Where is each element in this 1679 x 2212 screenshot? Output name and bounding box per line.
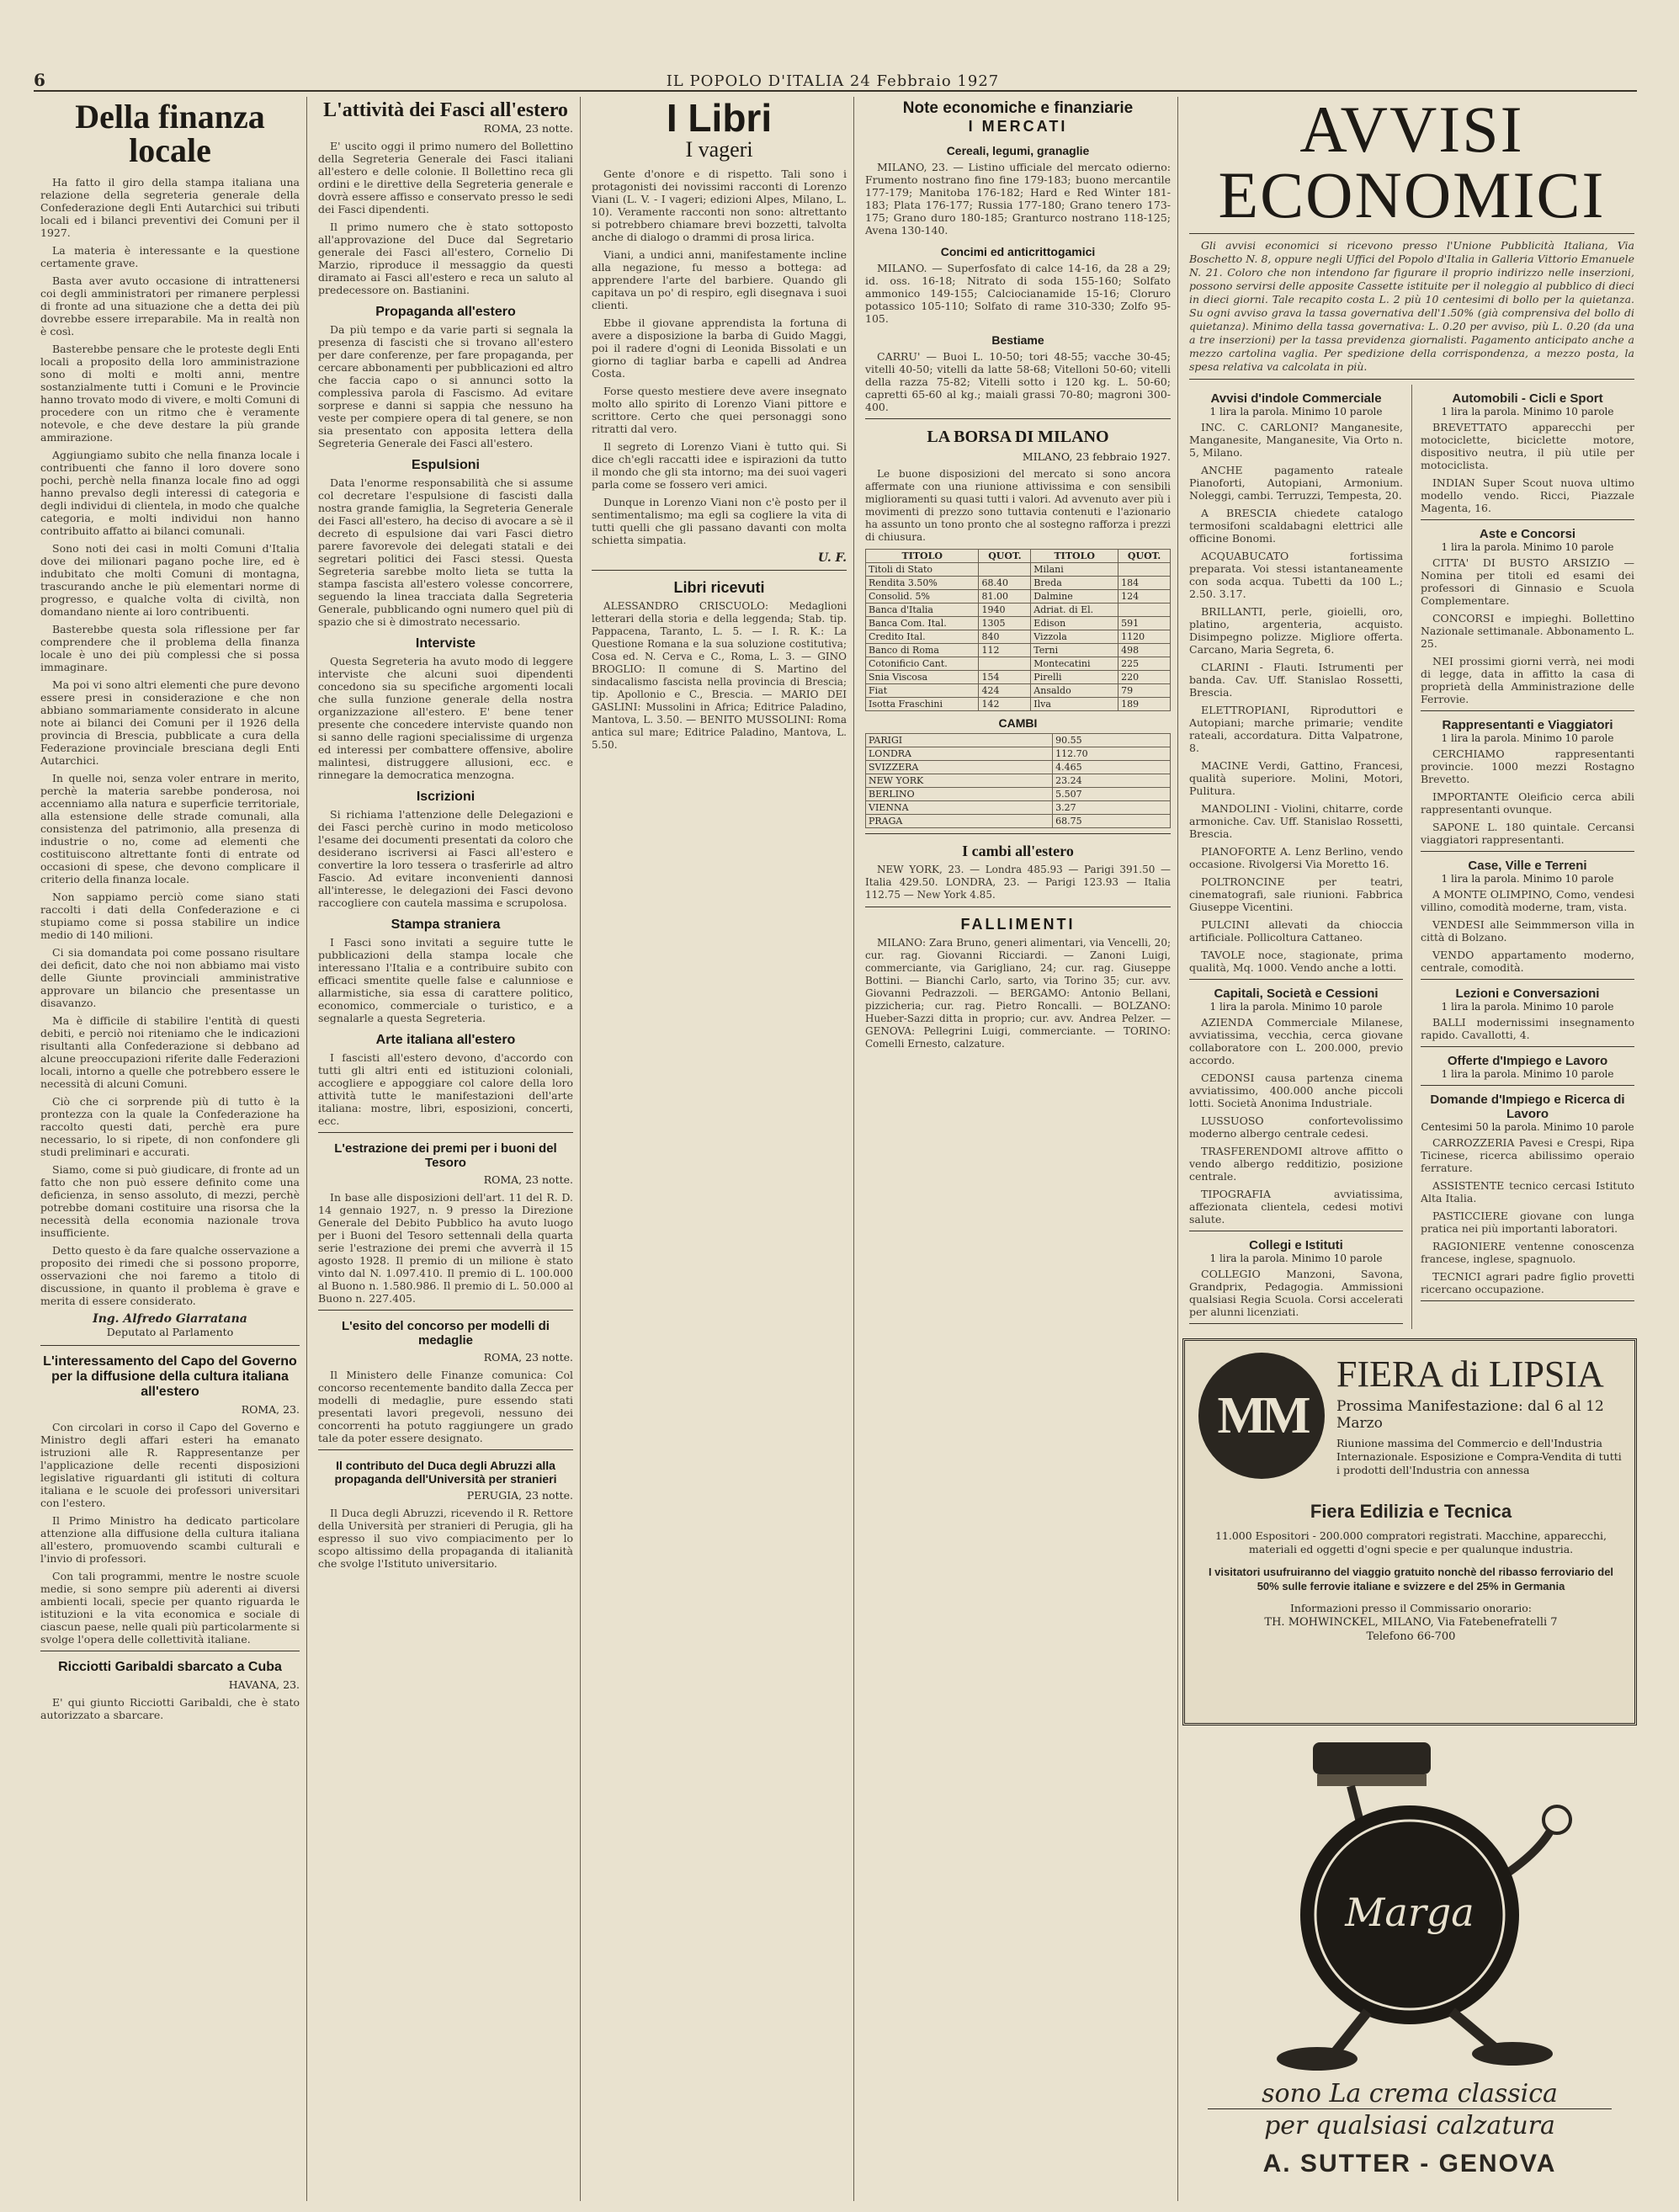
paragraph: Basterebbe pensare che le proteste degli Enti locali a proposito della loro amministrazione sono di molti e molti anni, mentre sostanzialmente tutti i Comuni e le Provincie hanno trovato modo di vivere, e molti Comuni di procedere con un ritmo che è veramente notevole, e che deve destare la più grande ammirazione. xyxy=(40,343,300,444)
table-cell: Adriat. di El. xyxy=(1031,604,1118,617)
classified-ad: MACINE Verdi, Gattino, Francesi, qualità superiore. Molini, Motori, Pulitura. xyxy=(1189,759,1404,797)
divider xyxy=(865,833,1171,834)
table-row xyxy=(866,815,1171,828)
article-title: I cambi all'estero xyxy=(962,843,1074,859)
table-cell: Vizzola xyxy=(1031,630,1118,644)
paragraph: Ciò che ci sorprende più di tutto è la prontezza con la quale la Confederazione ha raccolto questi dati, perchè era pure necessario, lo si ripete, di non confondere gli studi preliminari e accurati. xyxy=(40,1095,300,1158)
article-body xyxy=(592,167,847,546)
dateline: PERUGIA, 23 notte. xyxy=(466,1489,573,1502)
table-cell: 1120 xyxy=(1118,630,1171,644)
table-row xyxy=(866,617,1171,630)
fiera-info: Informazioni presso il Commissario onorario: xyxy=(1289,1602,1532,1614)
table-row xyxy=(866,698,1171,711)
section-heading: Stampa straniera xyxy=(391,917,501,932)
table-cell: Banca Com. Ital. xyxy=(866,617,979,630)
article-title: L'interessamento del Capo del Governo per la diffusione della cultura italiana all'estero xyxy=(43,1354,297,1399)
brush-icon xyxy=(1313,1742,1431,1774)
table-header-row xyxy=(866,550,1171,563)
fiera-lipsia-ad xyxy=(1182,1338,1637,1725)
classified-ad: CARROZZERIA Pavesi e Crespi, Ripa Ticinese, ricerca abilissimo operaio ferrature. xyxy=(1420,1136,1634,1174)
marga-ad xyxy=(1182,1734,1637,2180)
classified-ad: CLARINI - Flauti. Istrumenti per banda. Cav. Uff. Stanislao Rossetti, Brescia. xyxy=(1189,661,1404,699)
table-cell: Isotta Fraschini xyxy=(866,698,979,711)
ad-category-rate: Centesimi 50 la parola. Minimo 10 parole xyxy=(1421,1121,1634,1133)
paragraph: Detto questo è da fare qualche osservazione a proposito dei rimedi che si possono proporre, osservazioni che noi faremo a titolo di discussione, in quanto il problema è grave e merita di essere considerato. xyxy=(40,1244,300,1307)
dateline: ROMA, 23 notte. xyxy=(483,1351,573,1364)
table-cell: Dalmine xyxy=(1031,590,1118,604)
divider xyxy=(1421,1085,1634,1086)
classified-ad: RAGIONIERE ventenne conoscenza francese, inglese, spagnuolo. xyxy=(1420,1240,1634,1265)
table-cell: BERLINO xyxy=(866,788,1053,801)
column-note-economiche xyxy=(858,97,1178,2201)
paragraph: Sono noti dei casi in molti Comuni d'Italia dove dei milionari pagano poche lire, ed è indubitato che molti Comuni di montagna, trascurando anche le più elementari norme di progresso, e qualche volta di civiltà, non domandano niente ai loro contribuenti. xyxy=(40,542,300,618)
section-heading: Concimi ed anticrittogamici xyxy=(940,245,1096,258)
table-cell: 3.27 xyxy=(1053,801,1171,815)
dateline: HAVANA, 23. xyxy=(228,1678,300,1691)
table-cell: Milani xyxy=(1031,563,1118,577)
paragraph: CARRU' — Buoi L. 10-50; tori 48-55; vacche 30-45; vitelli 40-50; vitelli da latte 58-68; Vitelloni 50-60; vitelli della razza 75-82; Vitelli sotto i 120 kg. L. 50-60; capretti 65-60 al kg.; maiali grassi 70-80; magroni 300-400. xyxy=(865,350,1171,413)
ad-category-rate: 1 lira la parola. Minimo 10 parole xyxy=(1209,406,1383,417)
divider xyxy=(1189,979,1403,980)
table-cell: 225 xyxy=(1118,657,1171,671)
table-cell: 68.75 xyxy=(1053,815,1171,828)
column-avvisi-economici xyxy=(1182,97,1641,1330)
divider xyxy=(1189,1323,1403,1324)
table-cell: SVIZZERA xyxy=(866,761,1053,774)
divider xyxy=(1421,519,1634,520)
paragraph: I fascisti all'estero devono, d'accordo con tutti gli altri enti ed istituzioni coloniali, accogliere e appoggiare col calore della loro attività tutte le manifestazioni dell'arte italiana: mostre, libri, esposizioni, concerti, ecc. xyxy=(318,1051,573,1127)
article-body: Il Ministero delle Finanze comunica: Col concorso recentemente bandito dalla Zecca per modelli di medaglie, pure essendo stati presentati lavori pregevoli, nessuno dei concorrenti ha potuto raggiungere un grado tale da poter essere designato. xyxy=(318,1369,573,1444)
table-cell xyxy=(979,563,1031,577)
table-cell: Rendita 3.50% xyxy=(866,577,979,590)
paragraph: Ci sia domandata poi come possano risultare dei deficit, dato che noi non abbiamo mai visto delle Giunte provinciali amministrative approvare un bilancio che presentasse un disavanzo. xyxy=(40,946,300,1009)
classified-ad: ANCHE pagamento rateale Pianoforti, Autopiani, Armonium. Noleggi, cambi. Terruzzi, Tempesta, 20. xyxy=(1189,464,1404,502)
classified-ad: NEI prossimi giorni verrà, nei modi di legge, data in affitto la casa di proprietà della Amministrazione delle Ferrovie. xyxy=(1420,655,1634,705)
classified-ad: INC. C. CARLONI? Manganesite, Manganesite, Manganesite, Via Orto n. 5, Milano. xyxy=(1189,421,1404,459)
marga-slogan-line-2: per qualsiasi calzatura xyxy=(1264,2111,1555,2140)
ad-category-rate: 1 lira la parola. Minimo 10 parole xyxy=(1441,541,1614,553)
paragraph: Gente d'onore e di rispetto. Tali sono i protagonisti dei novissimi racconti di Lorenzo Viani (L. V. - I vageri; edizioni Alpes, Milano, L. 10). Veramente racconti non sono: altrettanto si potrebbero chiamare brevi bozzetti, talvolta anche di dialogo o drammi di prosa lirica. xyxy=(592,167,847,243)
column-libri xyxy=(585,97,854,2201)
ad-category-title: Rappresentanti e Viaggiatori xyxy=(1442,718,1613,732)
classified-ad: ASSISTENTE tecnico cercasi Istituto Alta Italia. xyxy=(1420,1179,1634,1204)
table-cell: Ansaldo xyxy=(1031,684,1118,698)
paragraph: Da più tempo e da varie parti si segnala la presenza di fascisti che si trovano all'estero per dare conferenze, per fare propaganda, per cercare abbonamenti per pubblicazioni ed altro che faccia capo o si annunci sotto la complessiva parola di Fascismo. Ad evitare sorprese e danni si sappia che nessuno ha veste per compiere opera di tal genere, se non sia presentato con apposita lettera della Segreteria Generale dei Fasci all'estero. xyxy=(318,323,573,449)
paragraph: Ma è difficile di stabilire l'entità di questi debiti, e perciò noi riteniamo che le indicazioni risultanti alla Confederazione si debbano ad alcune preoccupazioni riferite dalle Federazioni locali, intorno a quelle che potrebbero essere le necessità di alcuni Comuni. xyxy=(40,1014,300,1090)
section-heading: Interviste xyxy=(415,636,476,651)
paragraph: MILANO, 23. — Listino ufficiale del mercato odierno: Frumento nostrano fino fine 179-183; buono mercantile 177-179; Manitoba 176-182; Hard e Red Winter 181-183; Plata 176-177; Russia 177-180; Grano tenero 173-175; Grano duro 180-185; Granturco nostrano 118-125; Avena 130-140. xyxy=(865,161,1171,237)
table-cell xyxy=(1118,563,1171,577)
table-row xyxy=(866,788,1171,801)
article-signature-role: Deputato al Parlamento xyxy=(106,1326,234,1338)
fiera-phone: Telefono 66-700 xyxy=(1366,1630,1456,1643)
table-cell xyxy=(1118,604,1171,617)
quotations-table xyxy=(865,549,1171,711)
ad-category-title: Domande d'Impiego e Ricerca di Lavoro xyxy=(1430,1093,1625,1121)
paragraph: Il Primo Ministro ha dedicato particolare attenzione alla diffusione della cultura italiana all'estero, promuovendo scambi culturali e l'invio di professori. xyxy=(40,1514,300,1565)
classified-ad: PULCINI allevati da chioccia artificiale. Pollicoltura Cattaneo. xyxy=(1189,918,1404,944)
paragraph: Questa Segreteria ha avuto modo di leggere interviste che alcuni suoi dipendenti concedono sia su specifiche argomenti locali che sulla funzione generale della nostra organizzazione all'estero. E' bene tener presente che concedere interviste quando non si sanno delle ragioni specialissime di urgenza ed interessi per combattere offensive, abolire malintesi, distruggere allusioni, ecc. e rinnegare la democratica menzogna. xyxy=(318,655,573,781)
table-cell: VIENNA xyxy=(866,801,1053,815)
dateline: ROMA, 23 notte. xyxy=(483,1173,573,1186)
ads-right-column xyxy=(1421,385,1634,1329)
table-body xyxy=(866,734,1171,828)
column-fasci-estero xyxy=(311,97,581,2201)
ad-category-title: Automobili - Cicli e Sport xyxy=(1452,391,1603,406)
paragraph: I Fasci sono invitati a seguire tutte le pubblicazioni della stampa locale che interessano l'Italia e a contribuire subito con efficaci smentite quelle false e calunniose e allarmistiche, sia essa di carattere politico, economico, commerciale o turistico, e a segnalarle a questa Segreteria. xyxy=(318,936,573,1024)
article-body: NEW YORK, 23. — Londra 485.93 — Parigi 391.50 — Italia 429.50. LONDRA, 23. — Parigi 123.93 — Italia 112.75 — New York 4.85. xyxy=(865,864,1171,901)
table-cell: Cotonificio Cant. xyxy=(866,657,979,671)
fiera-edilizia: Fiera Edilizia e Tecnica xyxy=(1310,1501,1512,1522)
table-cell: Fiat xyxy=(866,684,979,698)
marga-brand: Marga xyxy=(1345,1890,1474,1935)
market-sections xyxy=(865,144,1171,413)
table-row xyxy=(866,671,1171,684)
table-row xyxy=(866,657,1171,671)
page-number: 6 xyxy=(34,70,45,90)
article-signature: Ing. Alfredo Giarratana xyxy=(93,1312,247,1326)
table-cell: Breda xyxy=(1031,577,1118,590)
table-cell: 184 xyxy=(1118,577,1171,590)
divider xyxy=(1421,710,1634,711)
ads-left-column xyxy=(1189,385,1403,1329)
ad-category-title: Capitali, Società e Cessioni xyxy=(1214,986,1379,1001)
section-subtitle: I MERCATI xyxy=(968,118,1068,135)
article-body: Le buone disposizioni del mercato si sono ancora affermate con una riunione attivissima e con sensibili miglioramenti su quasi tutti i valori. Ad avvenuto aver più i movimenti di prezzo sono tuttavia contenuti e l'azionario ha assunto un tono pronto che al sostegno rafforza i prezzi di chiusura. xyxy=(865,468,1171,543)
article-body: Il Duca degli Abruzzi, ricevendo il R. Rettore della Università per stranieri di Perugia, gli ha espresso il suo vivo compiacimento per lo scopo altissimo della propaganda di italianità che svolge l'Istituto universitario. xyxy=(318,1507,573,1570)
classified-ad: CITTA' DI BUSTO ARSIZIO — Nomina per titoli ed esami dei professori di Ginnasio e Scuola Complementare. xyxy=(1420,556,1634,607)
table-cell: 591 xyxy=(1118,617,1171,630)
ad-category-rate: 1 lira la parola. Minimo 10 parole xyxy=(1209,1252,1383,1264)
ad-category-title: Avvisi d'indole Commerciale xyxy=(1210,391,1382,406)
table-cell: 90.55 xyxy=(1053,734,1171,747)
classified-ad: TECNICI agrari padre figlio provetti ricercano occupazione. xyxy=(1420,1270,1634,1295)
fiera-contact: TH. MOHWINCKEL, MILANO, Via Fatebenefratelli 7 xyxy=(1264,1616,1558,1629)
divider xyxy=(1189,233,1634,234)
paragraph: In quelle noi, senza voler entrare in merito, perchè la materia sarebbe ponderosa, noi accenniamo alla natura e superficie territoriale, alla estensione delle strade comunali, alla consistenza del patrimonio, alla presenza di industrie o no, come ad elementi che costituiscono altrettante fonti di entrate od occasioni di spese, che devono complicare il criterio della finanza locale. xyxy=(40,772,300,885)
table-cell: 142 xyxy=(979,698,1031,711)
fiera-subtitle: Prossima Manifestazione: dal 6 al 12 Marzo xyxy=(1336,1398,1604,1432)
table-cell: 124 xyxy=(1118,590,1171,604)
ad-category-rate: 1 lira la parola. Minimo 10 parole xyxy=(1441,732,1614,744)
table-row xyxy=(866,577,1171,590)
classified-ad: ELETTROPIANI, Riproduttori e Autopiani; marche primarie; vendite rateali, accordatura. Ditta Valpatrone, 8. xyxy=(1189,704,1404,754)
classified-ad: TAVOLE noce, stagionate, prima qualità, Mq. 1000. Vendo anche a lotti. xyxy=(1189,949,1404,974)
paragraph: Basta aver avuto occasione di intrattenersi coi degli amministratori per rimanere perplessi di fronte ad una situazione che a detta dei più dovrebbe essere irreparabile. Ma in realtà non è così. xyxy=(40,274,300,338)
classified-ad: VENDO appartamento moderno, centrale, comodità. xyxy=(1420,949,1634,974)
table-cell: 840 xyxy=(979,630,1031,644)
table-row xyxy=(866,604,1171,617)
books-list: ALESSANDRO CRISCUOLO: Medaglioni letterari della storia e della leggenda; Stab. tip. Pappacena, Taranto, L. 5. — I. R. K.: La Questione Romana e la sua soluzione costitutiva; Cosa ed. N. Cerva e C., Roma, L. 3. — GINO BROGLIO: Il comune di S. Martino del sindacalismo fascista nella provincia di Brescia; tip. Apollonio e C., Brescia. — MARIO DEI GASLINI: Mussolini in Africa; Editrice Paladino, Mantova, L. 3.50. — BENITO MUSSOLINI: Roma antica sul mare; Editrice Paladino, Mantova, L. 5.50. xyxy=(592,600,847,751)
table-cell: 23.24 xyxy=(1053,774,1171,788)
ad-category-title: Aste e Concorsi xyxy=(1479,527,1576,541)
classified-ad: TIPOGRAFIA avviatissima, affezionata clientela, cedesi motivi salute. xyxy=(1189,1188,1404,1226)
ad-category-title: Case, Ville e Terreni xyxy=(1468,859,1587,873)
article-title: L'esito del concorso per modelli di medaglie xyxy=(342,1319,550,1348)
paragraph: La materia è interessante e la questione certamente grave. xyxy=(40,244,300,269)
dateline: ROMA, 23. xyxy=(241,1403,300,1416)
table-cell: 112.70 xyxy=(1053,747,1171,761)
table-cell: Snia Viscosa xyxy=(866,671,979,684)
divider xyxy=(40,1345,300,1346)
table-header-cell: TITOLO xyxy=(1031,550,1118,563)
classified-ad: CERCHIAMO rappresentanti provincie. 1000 mezzi Rostagno Brevetto. xyxy=(1420,747,1634,785)
dateline: MILANO, 23 febbraio 1927. xyxy=(1022,450,1171,463)
ad-category-rate: 1 lira la parola. Minimo 10 parole xyxy=(1441,406,1614,417)
divider xyxy=(318,1449,573,1450)
paragraph: Non sappiamo perciò come siano stati raccolti i dati della Confederazione e ci stupiamo come si possa stabilire un indice medio di 140 milioni. xyxy=(40,891,300,941)
article-body: In base alle disposizioni dell'art. 11 del R. D. 14 gennaio 1927, n. 9 presso la Direzione Generale del Debito Pubblico ha avuto luogo per i Buoni del Tesoro settennali della quarta serie l'estrazione dei premi che avverrà il 15 agosto 1928. Il premio di un milione è stato vinto dal N. 1.097.410. Il premio di L. 100.000 al Buono n. 1.580.986. Il premio di L. 50.000 al Buono n. 227.405. xyxy=(318,1191,573,1305)
table-row xyxy=(866,734,1171,747)
paragraph: Il primo numero che è stato sottoposto all'approvazione del Duce dal Segretario generale dei Fasci all'estero, Cornelio Di Marzio, riproduce il messaggio da questi diramato ai Fasci all'estero e reca un saluto al predecessore on. Bastianini. xyxy=(318,221,573,296)
table-row xyxy=(866,684,1171,698)
divider xyxy=(1189,379,1634,380)
classified-ad: PIANOFORTE A. Lenz Berlino, vendo occasione. Rivolgersi Via Moretto 16. xyxy=(1189,845,1404,870)
fiera-logo-letters: MM xyxy=(1217,1386,1306,1444)
divider xyxy=(1421,1300,1634,1301)
article-title: Della finanza locale xyxy=(75,98,265,169)
table-header-cell: TITOLO xyxy=(866,550,979,563)
table-row xyxy=(866,761,1171,774)
table-row xyxy=(866,563,1171,577)
divider xyxy=(318,1132,573,1133)
classified-ad: AZIENDA Commerciale Milanese, avviatissima, vecchia, cerca giovane collaboratore con L. 200.000, previo accordo. xyxy=(1189,1016,1404,1066)
classified-ad: PASTICCIERE giovane con lunga pratica nei più importanti laboratori. xyxy=(1420,1210,1634,1235)
table-cell: 79 xyxy=(1118,684,1171,698)
shoe-icon xyxy=(1472,2042,1553,2066)
article-title: FALLIMENTI xyxy=(960,916,1076,933)
fiera-title: FIERA di LIPSIA xyxy=(1336,1353,1604,1395)
table-cell: Edison xyxy=(1031,617,1118,630)
section-title: Libri ricevuti xyxy=(673,579,765,596)
section-heading: Espulsioni xyxy=(412,458,480,472)
classified-ad: A MONTE OLIMPINO, Como, vendesi villino, comodità moderne, tram, vista. xyxy=(1420,888,1634,913)
article-title: L'estrazione dei premi per i buoni del Tesoro xyxy=(334,1141,557,1170)
divider xyxy=(1421,1046,1634,1047)
classified-ad: BRILLANTI, perle, gioielli, oro, platino, argenteria, acquisto. Disimpegno polizze. Migliore offerta. Carcano, Maria Segreta, 6. xyxy=(1189,605,1404,656)
table-cell: 220 xyxy=(1118,671,1171,684)
newspaper-title: IL POPOLO D'ITALIA 24 Febbraio 1927 xyxy=(666,72,1000,90)
article-title: I vageri xyxy=(685,137,753,162)
table-cell: 1940 xyxy=(979,604,1031,617)
divider xyxy=(1421,851,1634,852)
section-heading: Bestiame xyxy=(991,333,1044,347)
classified-ad: VENDESI alle Seimmmerson villa in città di Bolzano. xyxy=(1420,918,1634,944)
ad-category-rate: 1 lira la parola. Minimo 10 parole xyxy=(1441,1068,1614,1080)
paragraph: Si richiama l'attenzione delle Delegazioni e dei Fasci perchè curino in modo meticoloso l'esame dei documenti presentati da coloro che desiderano iscriversi ai Fasci all'estero e convertire la loro tessera o trasferirle ad altro Fascio. Ad evitare inconvenienti dannosi all'interesse, le delegazioni dei Fasci devono raccogliere con cautela massima e scrupolosa. xyxy=(318,808,573,909)
article-title: Il contributo del Duca degli Abruzzi alla propaganda dell'Università per stranieri xyxy=(334,1459,557,1486)
paragraph: Ha fatto il giro della stampa italiana una relazione della segreteria generale della Confederazione degli Enti Autarchici sui tributi locali ed i bilanci preventivi dei Comuni per il 1927. xyxy=(40,176,300,239)
fiera-discount: I visitatori usufruiranno del viaggio gratuito nonchè del ribasso ferroviario del 50% sulle ferrovie italiane e svizzere e del 25% in Germania xyxy=(1208,1566,1614,1593)
classified-ad: CONCORSI e impieghi. Bollettino Nazionale settimanale. Abbonamento L. 25. xyxy=(1420,612,1634,650)
table-cell: 154 xyxy=(979,671,1031,684)
table-cell: Credito Ital. xyxy=(866,630,979,644)
ad-category-rate: 1 lira la parola. Minimo 10 parole xyxy=(1441,873,1614,885)
paragraph: Forse questo mestiere deve avere insegnato molto allo spirito di Lorenzo Viani pittore e scrittore. Certo che quei personaggi sono ritratti dal vero. xyxy=(592,385,847,435)
ad-category-title: Lezioni e Conversazioni xyxy=(1455,986,1600,1001)
ad-category-title: Offerte d'Impiego e Lavoro xyxy=(1447,1054,1608,1068)
column-finanza-locale xyxy=(34,97,307,2201)
article-signature: U. F. xyxy=(817,551,847,565)
table-header-cell: QUOT. xyxy=(1118,550,1171,563)
paragraph: Il segreto di Lorenzo Viani è tutto qui. Si dice ch'egli raccatti idee e ispirazioni da tutto il mondo che gli sta intorno; ma dei suoi vageri parla come se fossero veri amici. xyxy=(592,440,847,491)
divider xyxy=(865,418,1171,419)
table-cell: 112 xyxy=(979,644,1031,657)
dateline: ROMA, 23 notte. xyxy=(483,122,573,135)
divider xyxy=(1421,979,1634,980)
table-cell: Titoli di Stato xyxy=(866,563,979,577)
paragraph: Viani, a undici anni, manifestamente incline alla negazione, fu messo a bottega: ad apprendere l'arte del barbiere. Quando gli capitava un po' di respiro, egli disegnava i suoi clienti. xyxy=(592,248,847,311)
section-heading: Arte italiana all'estero xyxy=(375,1033,516,1047)
classified-ad: MANDOLINI - Violini, chitarre, corde armoniche. Cav. Uff. Stanislao Rossetti, Brescia. xyxy=(1189,802,1404,840)
marga-slogan-line-1: sono La crema classica xyxy=(1208,2079,1612,2109)
table-cell: 81.00 xyxy=(979,590,1031,604)
classified-ad: LUSSUOSO confortevolissimo moderno albergo centrale cedesi. xyxy=(1189,1114,1404,1140)
classified-ad: CEDONSI causa partenza cinema avviatissimo, 400.000 anche piccoli lotti. Società Anonima Industriale. xyxy=(1189,1071,1404,1109)
article-body xyxy=(318,140,573,296)
article-body xyxy=(40,1696,300,1721)
hand-icon xyxy=(1544,1806,1570,1833)
table-row xyxy=(866,774,1171,788)
table-cell xyxy=(979,657,1031,671)
paragraph: Ebbe il giovane apprendista la fortuna di avere a disposizione la barba di Guido Maggi, poi il radere d'ogni di Leonida Bissolati e un giorno di tagliar barba e capelli ad Andrea Costa. xyxy=(592,316,847,380)
table-cell: NEW YORK xyxy=(866,774,1053,788)
paragraph: Siamo, come si può giudicare, di fronte ad un fatto che non può essere definito come una deficienza, in senso assoluto, di mezzi, perchè potrebbe domani costituire una risorsa che la necessità della economia nazionale trova insufficiente. xyxy=(40,1163,300,1239)
paragraph: Aggiungiamo subito che nella finanza locale i contribuenti che fanno il loro dovere sono pochi, perchè nella finanza locale fino ad oggi hanno prevalso degli interessi di categoria e degli individui di clientela, in modo che qualche categoria, e molti individui non hanno contribuito affatto ai bilanci comunali. xyxy=(40,449,300,537)
paragraph: Con tali programmi, mentre le nostre scuole medie, si sono sempre più aderenti ai diversi ambienti locali, specie per quanto riguarda le istituzioni e la vita economica e sociale di ciascun paese, nelle quali più particolarmente si svolge l'opera delle collettività italiane. xyxy=(40,1570,300,1646)
paragraph: E' uscito oggi il primo numero del Bollettino della Segreteria Generale dei Fasci italiani all'estero e delle colonie. Il Bollettino reca gli ordini e le direttive della Segreteria generale e dovrà essere affisso e conservato presso le sedi dei Fasci dipendenti. xyxy=(318,140,573,215)
classified-ad: POLTRONCINE per teatri, cinematografi, sale riunioni. Fabbrica Giuseppe Vicentini. xyxy=(1189,875,1404,913)
table-cell: Terni xyxy=(1031,644,1118,657)
table-cell: 1305 xyxy=(979,617,1031,630)
section-title: I Libri xyxy=(666,97,773,140)
divider xyxy=(592,570,847,571)
table-cell: 424 xyxy=(979,684,1031,698)
table-row xyxy=(866,644,1171,657)
paragraph: E' qui giunto Ricciotti Garibaldi, che è stato autorizzato a sbarcare. xyxy=(40,1696,300,1721)
table-cell: PRAGA xyxy=(866,815,1053,828)
shoe-icon xyxy=(1277,2047,1358,2071)
article-sections xyxy=(318,305,573,1127)
classified-ad: BREVETTATO apparecchi per motociclette, biciclette motore, dispositivo neutra, il più utile per motociclista. xyxy=(1420,421,1634,471)
paragraph: Data l'enorme responsabilità che si assume col decretare l'espulsione di fascisti dalla nostra grande famiglia, la Segreteria Generale dei Fasci all'estero, ha deciso di avocare a sè il decreto di espulsione dai vari Fasci dietro parere favorevole dei delegati statali e dei segretari politici dei Fasci stessi. Questa Segreteria sarebbe molto lieta se tutta la stampa fascista all'estero volesse concorrere, seguendo la linea tracciata dalla Segreteria Generale, pubblicando ogni numero quel più di spazio che si è dimostrato necessario. xyxy=(318,476,573,628)
section-heading: Cereali, legumi, granaglie xyxy=(946,144,1090,157)
paragraph: Dunque in Lorenzo Viani non c'è posto per il sentimentalismo; ma egli sa cogliere la vita di tutti quelli che gli passano davanti con molta schietta simpatia. xyxy=(592,496,847,546)
cambi-table xyxy=(865,733,1171,828)
table-cell: 68.40 xyxy=(979,577,1031,590)
classified-ad: ACQUABUCATO fortissima preparata. Voi stessi istantaneamente con soda acqua. Tubetti da 100 L.; 2.50. 3.17. xyxy=(1189,550,1404,600)
avvisi-intro: Gli avvisi economici si ricevono presso l'Unione Pubblicità Italiana, Via Boschetto N. 8, oppure negli Uffici del Popolo d'Italia in Galleria Vittorio Emanuele N. 21. Coloro che non intendono far figurare il proprio indirizzo nelle inserzioni, possono servirsi delle apposite Cassette istituite per il noleggio al pubblico di dieci in dieci giorni. Tale recapito costa L. 2 più 10 centesimi di bollo per la quietanza. Su ogni avviso grava la tassa governativa dell'1.50% (già comprensiva del bollo di quietanza). Minimo della tassa governativa: L. 0.20 per avviso, più L. 0.20 (da una a tre inserzioni) per la tassa previdenza giornalisti. Pagamento anticipato anche a mezzo cartolina vaglia. Per spedizione della corrispondenza, a mezzo posta, la spesa relativa va calcolata in più. xyxy=(1189,239,1634,373)
table-row xyxy=(866,801,1171,815)
fiera-stats: 11.000 Espositori - 200.000 compratori registrati. Macchine, apparecchi, materiali ed oggetti d'ogni specie e per qualunque industria. xyxy=(1214,1529,1607,1555)
article-body xyxy=(40,1421,300,1646)
classified-ad: TRASFERENDOMI altrove affitto o vendo albergo redditizio, posizione centrale. xyxy=(1189,1145,1404,1183)
divider xyxy=(318,1310,573,1311)
table-cell: 4.465 xyxy=(1053,761,1171,774)
fiera-logo xyxy=(1198,1353,1325,1479)
table-cell: 498 xyxy=(1118,644,1171,657)
table-cell: PARIGI xyxy=(866,734,1053,747)
marga-maker: A. SUTTER - GENOVA xyxy=(1262,2150,1557,2177)
classified-ad: IMPORTANTE Oleificio cerca abili rappresentanti ovunque. xyxy=(1420,790,1634,816)
ad-category-rate: 1 lira la parola. Minimo 10 parole xyxy=(1209,1001,1383,1013)
section-heading: Propaganda all'estero xyxy=(375,305,516,319)
table-row xyxy=(866,590,1171,604)
article-title: LA BORSA DI MILANO xyxy=(927,428,1109,446)
classified-ad: SAPONE L. 180 quintale. Cercansi viaggiatori rappresentanti. xyxy=(1420,821,1634,846)
table-cell: 189 xyxy=(1118,698,1171,711)
article-title: L'attività dei Fasci all'estero xyxy=(323,99,568,121)
paragraph: Ma poi vi sono altri elementi che pure devono essere presi in considerazione e che non abbiano sommariamente considerato in alcune note ai bilanci dei Comuni per il 1926 della provincia di Brescia, pubblicate a cura della Federazione provinciale bresciana degli Enti Autarchici. xyxy=(40,678,300,767)
table-body xyxy=(866,563,1171,711)
ad-category-rate: 1 lira la parola. Minimo 10 parole xyxy=(1441,1001,1614,1013)
section-title: Note economiche e finanziarie xyxy=(902,99,1134,117)
section-title: CAMBI xyxy=(998,716,1038,730)
table-cell: 5.507 xyxy=(1053,788,1171,801)
ad-category-title: Collegi e Istituti xyxy=(1249,1238,1343,1252)
table-cell: Consolid. 5% xyxy=(866,590,979,604)
table-cell: Banca d'Italia xyxy=(866,604,979,617)
table-row xyxy=(866,747,1171,761)
article-title: Ricciotti Garibaldi sbarcato a Cuba xyxy=(58,1660,282,1674)
masthead xyxy=(34,72,1637,92)
table-cell: LONDRA xyxy=(866,747,1053,761)
classified-ad: COLLEGIO Manzoni, Savona, Grandprix, Pedagogia. Ammissioni qualsiasi Regia Scuola. Corsi accelerati per alunni licenziati. xyxy=(1189,1268,1404,1318)
paragraph: MILANO. — Superfosfato di calce 14-16, da 28 a 29; id. oss. 16-18; Nitrato di soda 155-160; Solfato ammonico 149-155; Calciocianamide 15-16; Cloruro potassico 105-110; Solfato di rame 310-330; Zolfo 95-105. xyxy=(865,262,1171,325)
article-body: MILANO: Zara Bruno, generi alimentari, via Vencelli, 20; cur. rag. Giovanni Ricciardi. — Zanoni Luigi, commerciante, via Garigliano, 24; cur. rag. Giuseppe Bottini. — Bianchi Carlo, sarto, via Torino 35; cur. avv. Giovanni Pedrazzoli. — BERGAMO: Antonio Bellani, pizzicheria; cur. rag. Pietro Roncalli. — BOLZANO: Hueber-Sazzi ditta in proprio; cur. avv. Andrea Pelzer. — GENOVA: Pellegrini Luigi, commerciante. — TORINO: Comelli Ernesto, calzature. xyxy=(865,937,1171,1050)
table-cell: Pirelli xyxy=(1031,671,1118,684)
table-cell: Ilva xyxy=(1031,698,1118,711)
paragraph: Con circolari in corso il Capo del Governo e Ministro degli affari esteri ha emanato istruzioni alle R. Rappresentanze per l'applicazione delle recenti disposizioni legislative riguardanti gli istituti di coltura italiana e le scuole dei professori universitari con l'estero. xyxy=(40,1421,300,1509)
article-body xyxy=(40,176,300,1307)
paragraph: Basterebbe questa sola riflessione per far comprendere che il problema della finanza locale è uno dei più complessi che si possa immaginare. xyxy=(40,623,300,673)
classified-ad: BALLI modernissimi insegnamento rapido. Cavallotti, 4. xyxy=(1420,1016,1634,1041)
table-cell: Montecatini xyxy=(1031,657,1118,671)
section-heading: Iscrizioni xyxy=(416,790,476,804)
table-row xyxy=(866,630,1171,644)
classified-ad: INDIAN Super Scout nuova ultimo modello vendo. Ricci, Piazzale Magenta, 16. xyxy=(1420,476,1634,514)
fiera-description: Riunione massima del Commercio e dell'Industria Internazionale. Esposizione e Compra-Vendita di tutti i prodotti dell'Industria con annessa xyxy=(1336,1437,1622,1476)
table-header-cell: QUOT. xyxy=(979,550,1031,563)
classified-ad: A BRESCIA chiedete catalogo termosifoni scaldabagni elettrici alle officine Bonomi. xyxy=(1189,507,1404,545)
section-title: AVVISI ECONOMICI xyxy=(1218,97,1606,231)
table-cell: Banco di Roma xyxy=(866,644,979,657)
